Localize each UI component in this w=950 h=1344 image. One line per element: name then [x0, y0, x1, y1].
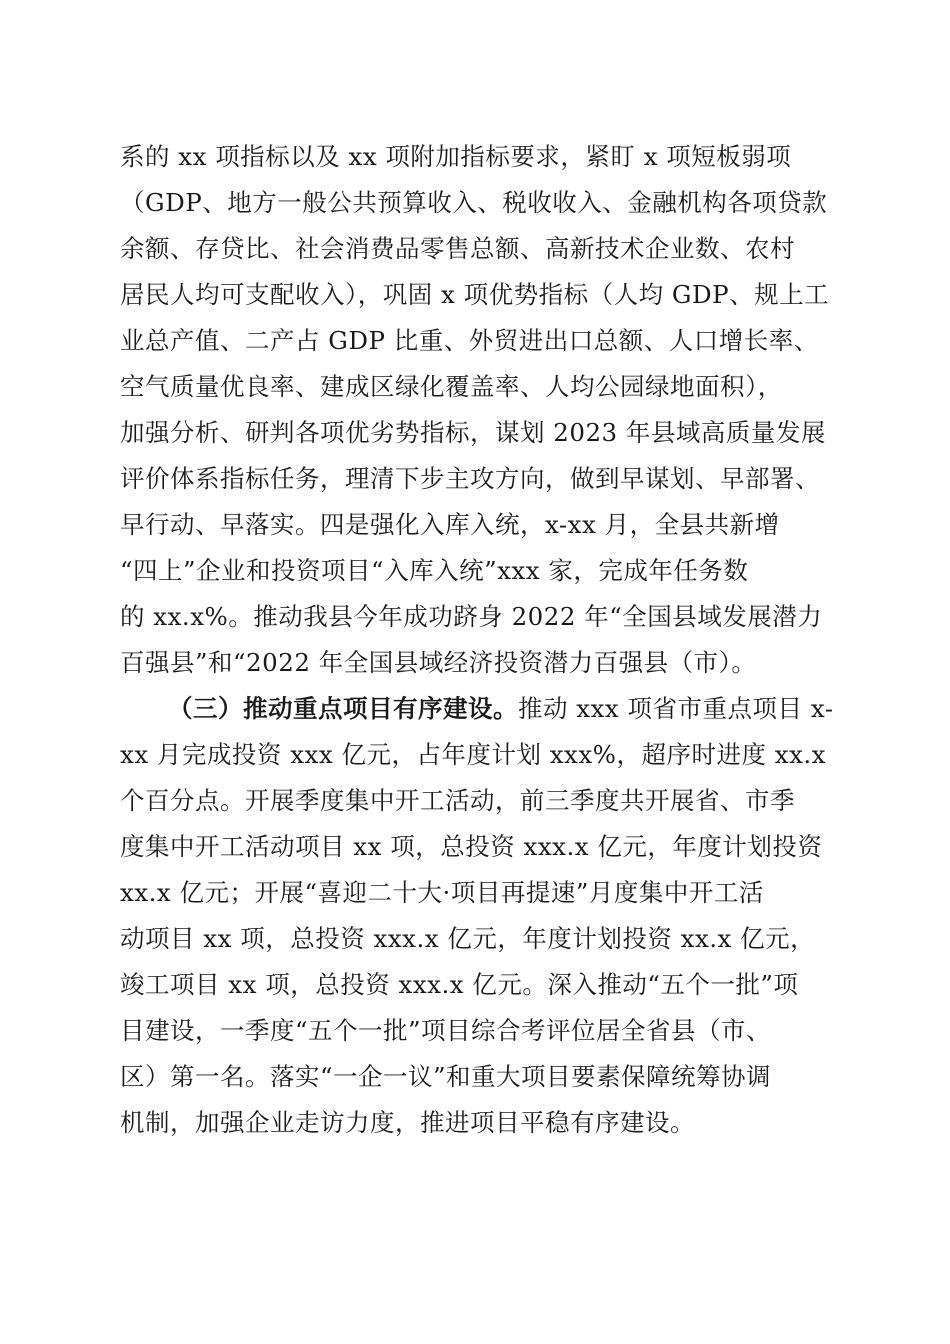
paragraph1-line-7: 加强分析、研判各项优劣势指标，谋划 2023 年县域高质量发展	[120, 418, 826, 447]
paragraph1-line-5: 业总产值、二产占 GDP 比重、外贸进出口总额、人口增长率、	[120, 326, 819, 355]
paragraph1-line-1: 系的 xx 项指标以及 xx 项附加指标要求，紧盯 x 项短板弱项	[120, 142, 792, 171]
paragraph2-line-7: 竣工项目 xx 项，总投资 xxx.x 亿元。深入推动“五个一批”项	[120, 970, 799, 999]
paragraph2-line-1	[168, 686, 833, 732]
section-heading: （三）推动重点项目有序建设。	[168, 694, 518, 723]
paragraph1-line-8: 评价体系指标任务，理清下步主攻方向，做到早谋划、早部署、	[120, 464, 820, 493]
paragraph1-line-2: （GDP、地方一般公共预算收入、税收收入、金融机构各项贷款	[120, 188, 828, 217]
paragraph1-line-9: 早行动、早落实。四是强化入库入统，x-xx 月，全县共新增	[120, 510, 780, 539]
paragraph1-line-10: “四上”企业和投资项目“入库入统”xxx 家，完成年任务数	[120, 556, 749, 585]
paragraph1-line-12: 百强县”和“2022 年全国县域经济投资潜力百强县（市）。	[120, 648, 757, 677]
paragraph2-line-4: 度集中开工活动项目 xx 项，总投资 xxx.x 亿元，年度计划投资	[120, 832, 823, 861]
paragraph1-line-6: 空气质量优良率、建成区绿化覆盖率、人均公园绿地面积），	[120, 372, 783, 401]
paragraph2-line-10: 机制，加强企业走访力度，推进项目平稳有序建设。	[120, 1108, 695, 1137]
paragraph2-line-5: xx.x 亿元；开展“喜迎二十大·项目再提速”月度集中开工活	[120, 878, 764, 907]
paragraph2-line-3: 个百分点。开展季度集中开工活动，前三季度共开展省、市季	[120, 786, 795, 815]
paragraph1-line-4: 居民人均可支配收入），巩固 x 项优势指标（人均 GDP、规上工	[120, 280, 830, 309]
paragraph1-line-3: 余额、存贷比、社会消费品零售总额、高新技术企业数、农村	[120, 234, 795, 263]
paragraph1-line-11: 的 xx.x%。推动我县今年成功跻身 2022 年“全国县域发展潜力	[120, 602, 823, 631]
paragraph2-line-1-rest: 推动 xxx 项省市重点项目 x-	[518, 694, 834, 723]
paragraph2-line-6: 动项目 xx 项，总投资 xxx.x 亿元，年度计划投资 xx.x 亿元，	[120, 924, 816, 953]
paragraph2-line-8: 目建设，一季度“五个一批”项目综合考评位居全省县（市、	[120, 1016, 772, 1045]
paragraph2-line-2: xx 月完成投资 xxx 亿元，占年度计划 xxx%，超序时进度 xx.x	[120, 740, 826, 769]
paragraph2-line-9: 区）第一名。落实“一企一议”和重大项目要素保障统筹协调	[120, 1062, 772, 1091]
